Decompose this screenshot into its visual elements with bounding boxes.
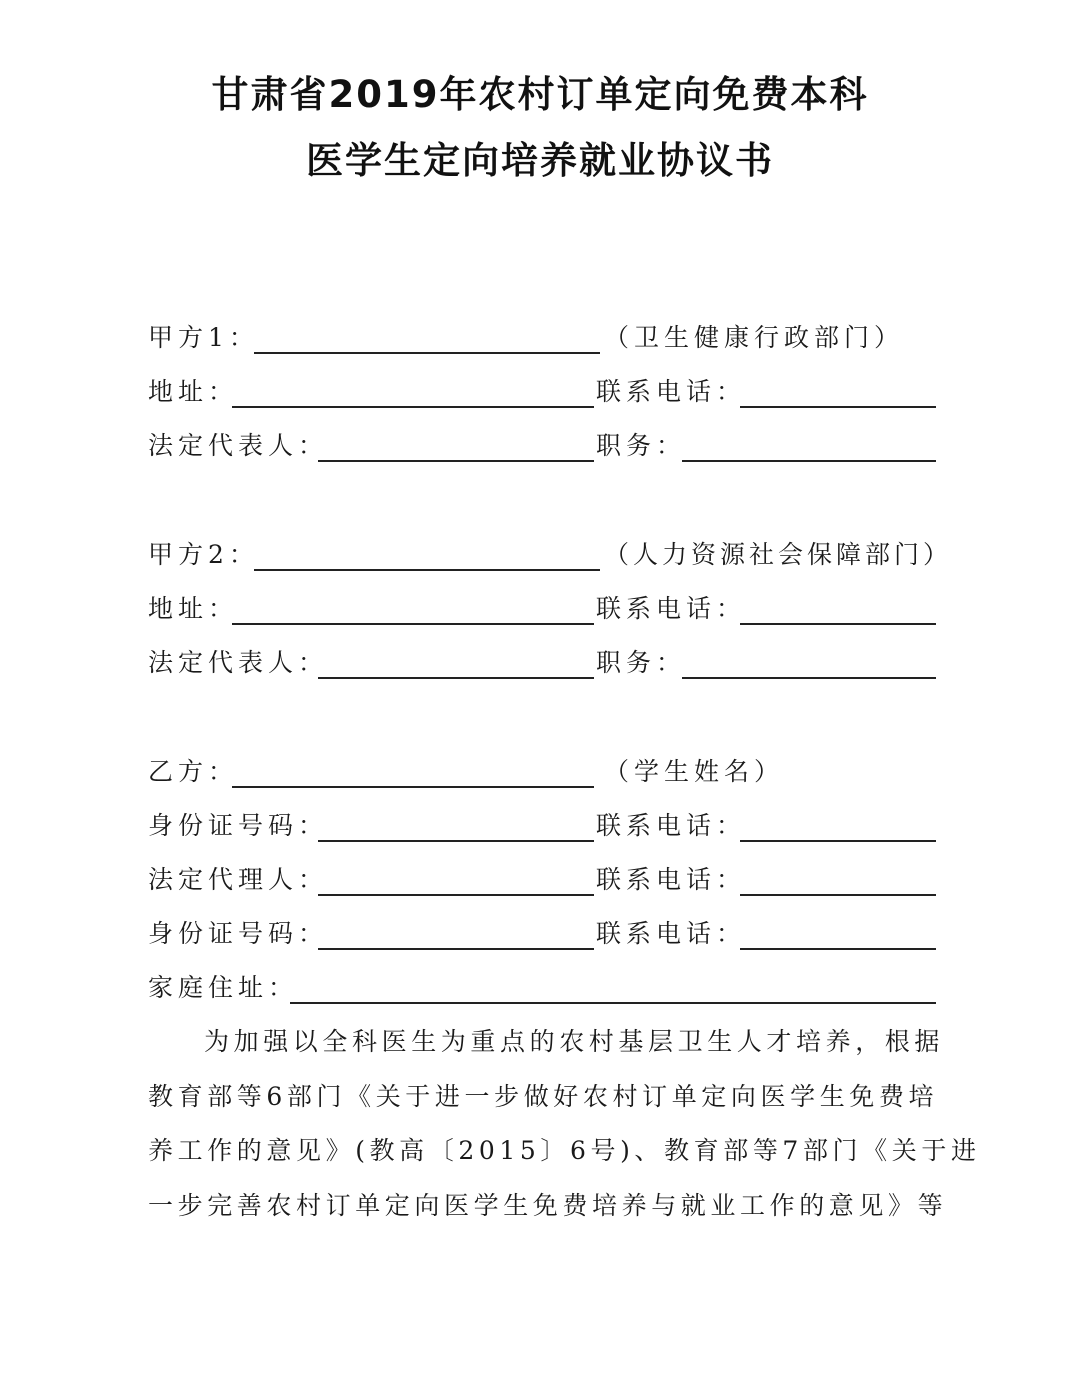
party-a2-address-row <box>148 589 938 629</box>
party-a2-address-field[interactable] <box>232 623 594 625</box>
party-a1-rep-field[interactable] <box>318 460 594 462</box>
party-a2-name-field[interactable] <box>254 569 600 571</box>
party-a2-phone-field[interactable] <box>740 623 936 625</box>
party-b-home-field[interactable] <box>290 1002 936 1004</box>
party-a1-position-field[interactable] <box>682 460 936 462</box>
party-a1-label: 甲方1： <box>148 323 259 352</box>
party-b-home-label: 家庭住址： <box>148 973 299 1002</box>
party-a2-position-label: 职务： <box>596 648 687 677</box>
party-b-guardian-row <box>148 860 938 900</box>
party-a2-rep-row <box>148 643 938 683</box>
party-a2-phone-label: 联系电话： <box>596 594 747 623</box>
party-a1-rep-label: 法定代表人： <box>148 431 329 460</box>
party-a1-phone-label: 联系电话： <box>596 377 747 406</box>
party-a2-address-label: 地址： <box>148 594 239 623</box>
party-a1-rep-row <box>148 426 938 466</box>
party-a1-suffix: （卫生健康行政部门） <box>604 323 905 352</box>
party-b-label: 乙方： <box>148 757 239 786</box>
party-a2-rep-field[interactable] <box>318 677 594 679</box>
paragraph-line-4: 一步完善农村订单定向医学生免费培养与就业工作的意见》等 <box>148 1190 948 1220</box>
party-a1-position-label: 职务： <box>596 431 687 460</box>
paragraph-line-2: 教育部等6部门《关于进一步做好农村订单定向医学生免费培 <box>148 1081 939 1111</box>
party-a1-phone-field[interactable] <box>740 406 936 408</box>
party-a1-address-field[interactable] <box>232 406 594 408</box>
party-b-guardian-id-row <box>148 914 938 954</box>
party-b-id-label: 身份证号码： <box>148 811 329 840</box>
document-title-line-1: 甘肃省2019年农村订单定向免费本科 <box>211 73 869 116</box>
party-b-guardian-id-phone-field[interactable] <box>740 948 936 950</box>
party-a2-suffix: （人力资源社会保障部门） <box>604 540 953 569</box>
party-a2-row <box>148 535 953 575</box>
paragraph-line-1: 为加强以全科医生为重点的农村基层卫生人才培养，根据 <box>204 1027 945 1056</box>
party-a2-label: 甲方2： <box>148 540 259 569</box>
party-b-name-field[interactable] <box>232 786 594 788</box>
party-b-id-field[interactable] <box>318 840 594 842</box>
party-b-guardian-label: 法定代理人： <box>148 865 329 894</box>
party-a1-address-label: 地址： <box>148 377 239 406</box>
party-b-phone-field[interactable] <box>740 840 936 842</box>
party-b-row <box>148 752 938 792</box>
party-b-home-row <box>148 968 938 1008</box>
party-b-guardian-phone-label: 联系电话： <box>596 865 747 894</box>
party-a1-address-row <box>148 372 938 412</box>
party-a1-name-field[interactable] <box>254 352 600 354</box>
party-a2-position-field[interactable] <box>682 677 936 679</box>
party-b-id-row <box>148 806 938 846</box>
party-b-guardian-id-phone-label: 联系电话： <box>596 919 747 948</box>
document-title-line-2: 医学生定向培养就业协议书 <box>306 139 774 182</box>
party-b-guardian-field[interactable] <box>318 894 594 896</box>
agreement-paragraph <box>148 1015 981 1233</box>
party-b-guardian-phone-field[interactable] <box>740 894 936 896</box>
party-b-suffix: （学生姓名） <box>604 757 785 786</box>
party-b-guardian-id-label: 身份证号码： <box>148 919 329 948</box>
party-b-guardian-id-field[interactable] <box>318 948 594 950</box>
party-b-phone-label: 联系电话： <box>596 811 747 840</box>
party-a2-rep-label: 法定代表人： <box>148 648 329 677</box>
paragraph-line-3: 养工作的意见》(教高〔2015〕6号)、教育部等7部门《关于进 <box>148 1136 981 1165</box>
party-a1-row <box>148 318 938 358</box>
